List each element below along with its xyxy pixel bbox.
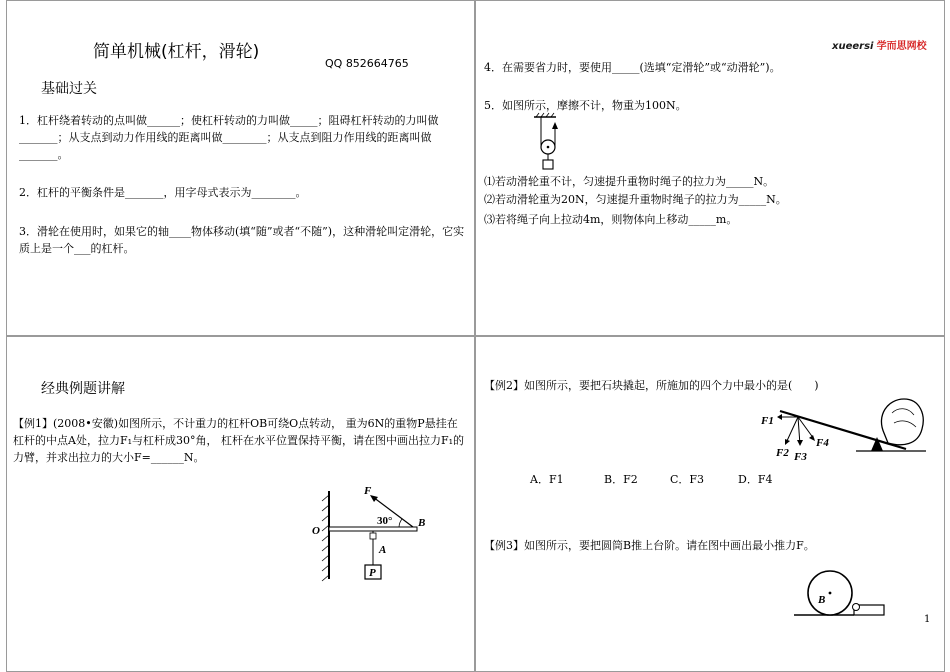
question-3: 3．滑轮在使用时，如果它的轴____物体移动(填“随”或者“不随”)，这种滑轮叫定滑轮，它实质上是一个___的杠杆。	[19, 225, 465, 255]
option-c: C．F3	[670, 473, 705, 486]
force-f2	[786, 417, 798, 443]
panel-pulley	[475, 0, 945, 336]
question-2: 2．杠杆的平衡条件是_______，用字母式表示为________。	[19, 186, 307, 199]
label-f4: F4	[816, 437, 829, 449]
rock	[881, 399, 923, 445]
label-cylinder-b: B	[818, 594, 826, 606]
label-f2: F2	[776, 447, 789, 459]
movable-pulley-diagram	[534, 113, 574, 171]
step-corner-o	[853, 604, 860, 611]
lever-bar	[329, 527, 417, 531]
example-1: 【例1】(2008•安徽)如图所示，不计重力的杠杆OB可绕O点转动， 重为6N的重物P悬挂在杠杆的中点A处，拉力F₁与杠杆成30°角， 杠杆在水平位置保持平衡，请在图中画出拉力F₁的力臂，并求出拉力的大小F=______N。	[13, 417, 465, 464]
panel-basic	[6, 0, 475, 336]
label-end-b: B	[418, 517, 426, 529]
qq-number: QQ 852664765	[325, 57, 409, 70]
option-d: D．F4	[738, 473, 773, 486]
label-angle: 30°	[377, 515, 393, 527]
label-midpoint-a: A	[379, 544, 387, 556]
label-f3: F3	[794, 451, 807, 463]
label-force-f: F	[364, 485, 372, 497]
logo-latin-text: xueersi	[832, 41, 874, 52]
pulley-axle	[547, 146, 550, 149]
brand-logo	[832, 40, 927, 54]
label-f1: F1	[761, 415, 774, 427]
page-number: 1	[924, 614, 931, 625]
question-4: 4．在需要省力时，要使用_____(选填“定滑轮”或“动滑轮”)。	[484, 61, 781, 74]
label-pivot-o: O	[312, 525, 320, 537]
hook-ring	[370, 533, 376, 539]
logo-chinese-text: 学而思网校	[876, 41, 927, 52]
cylinder-center	[829, 592, 832, 595]
panel-examples	[6, 336, 475, 672]
question-5-part-2: ⑵若动滑轮重为20N，匀速提升重物时绳子的拉力为_____N。	[484, 193, 787, 206]
angle-arc	[399, 519, 402, 527]
wall-hatch	[322, 495, 329, 581]
question-5: 5．如图所示，摩擦不计，物重为100N。	[484, 99, 687, 112]
panel-examples-2	[475, 336, 945, 672]
question-5-part-3: ⑶若将绳子向上拉动4m，则物体向上移动_____m。	[484, 213, 738, 226]
option-a: A．F1	[530, 473, 564, 486]
section-heading-basic: 基础过关	[41, 81, 97, 97]
weight-block	[543, 160, 553, 169]
option-b: B．F2	[604, 473, 638, 486]
question-5-part-1: ⑴若动滑轮重不计，匀速提升重物时绳子的拉力为_____N。	[484, 175, 775, 188]
example-2: 【例2】如图所示，要把石块撬起，所施加的四个力中最小的是( )	[484, 379, 819, 392]
pull-arrow-head	[552, 122, 558, 129]
document-title: 简单机械(杠杆，滑轮)	[93, 42, 260, 62]
section-heading-examples: 经典例题讲解	[41, 381, 125, 397]
label-weight-p: P	[369, 567, 376, 579]
cylinder-step-diagram	[794, 563, 886, 619]
question-1: 1．杠杆绕着转动的点叫做______；使杠杆转动的力叫做_____；阻碍杠杆转动的力叫做_______；从支点到动力作用线的距离叫做________；从支点到阻力作用线的距离叫做_______。	[19, 114, 439, 161]
example-3: 【例3】如图所示，要把圆筒B推上台阶。请在图中画出最小推力F。	[484, 539, 815, 552]
